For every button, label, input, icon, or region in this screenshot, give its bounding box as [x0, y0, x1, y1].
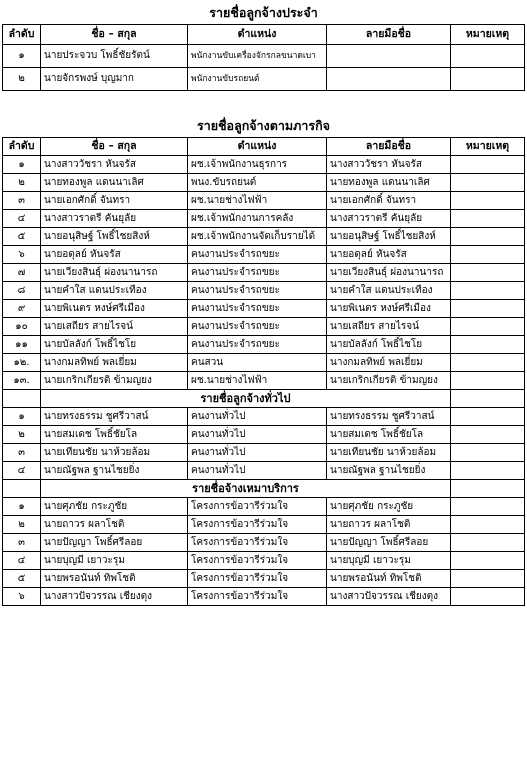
- signature-cell: นายอดุลย์ หันจรัส: [327, 246, 451, 264]
- person-name: นายสมเดช โพธิ์ชัยโล: [41, 426, 188, 444]
- note-cell: [451, 354, 525, 372]
- table-row: [3, 570, 525, 588]
- note-cell: [451, 174, 525, 192]
- table-row: [3, 498, 525, 516]
- signature-cell: นายเวียงสินธุ์ ผ่องนานารถ: [327, 264, 451, 282]
- signature-cell: นายทรงธรรม ชูศรีวาสน์: [327, 408, 451, 426]
- header-position: ตำแหน่ง: [188, 25, 327, 45]
- note-cell: [451, 552, 525, 570]
- table-row: [3, 336, 525, 354]
- row-number: ๑๐: [3, 318, 41, 336]
- signature-cell: นายพรอนันท์ ทิพโชติ: [327, 570, 451, 588]
- person-name: นายทองพูล แดนนาเลิศ: [41, 174, 188, 192]
- note-cell: [451, 210, 525, 228]
- row-number: ๖: [3, 246, 41, 264]
- person-name: นายทรงธรรม ชูศรีวาสน์: [41, 408, 188, 426]
- signature-cell: นายพิเนตร หงษ์ศรีเมือง: [327, 300, 451, 318]
- row-number: ๒: [3, 174, 41, 192]
- note-cell: [451, 156, 525, 174]
- signature-cell: [327, 45, 451, 68]
- row-number: ๔: [3, 462, 41, 480]
- note-cell: [451, 534, 525, 552]
- signature-cell: [327, 68, 451, 91]
- table-row: [3, 246, 525, 264]
- person-name: นายเทียนชัย นาห้วยล้อม: [41, 444, 188, 462]
- signature-cell: นายสมเดช โพธิ์ชัยโล: [327, 426, 451, 444]
- row-number: ๕: [3, 570, 41, 588]
- mission-staff-table: [2, 137, 525, 606]
- person-name: นายเอกศักดิ์ จันทรา: [41, 192, 188, 210]
- row-number: ๖: [3, 588, 41, 606]
- section-title-permanent: รายชื่อลูกจ้างประจำ: [209, 5, 318, 20]
- note-cell: [451, 246, 525, 264]
- person-name: นางสาวราตรี คันยุลัย: [41, 210, 188, 228]
- row-number: ๑๓.: [3, 372, 41, 390]
- row-number: ๘: [3, 282, 41, 300]
- position-title: โครงการข้อวารีร่วมใจ: [188, 552, 327, 570]
- signature-cell: นายทองพูล แดนนาเลิศ: [327, 174, 451, 192]
- position-title: พนง.ขับรถยนต์: [188, 174, 327, 192]
- header-no: ลำดับ: [3, 138, 41, 156]
- signature-cell: นายเกริกเกียรติ ข้ามญยง: [327, 372, 451, 390]
- position-title: ผช.เจ้าพนักงานธุรการ: [188, 156, 327, 174]
- person-name: นางสาววัชรา หันจรัส: [41, 156, 188, 174]
- person-name: นายประจวบ โพธิ์ชัยรัตน์: [41, 45, 188, 68]
- signature-cell: นายณัฐพล ฐานไชยยิ่ง: [327, 462, 451, 480]
- position-title: โครงการข้อวารีร่วมใจ: [188, 588, 327, 606]
- signature-cell: นายบัลลังก์ โพธิ์ไชโย: [327, 336, 451, 354]
- row-number: ๙: [3, 300, 41, 318]
- table-row: [3, 462, 525, 480]
- person-name: นายจักรพงษ์ บุญมาก: [41, 68, 188, 91]
- signature-cell: นายศุภชัย กระภูชัย: [327, 498, 451, 516]
- table-row: [3, 174, 525, 192]
- empty-cell: [451, 480, 525, 498]
- note-cell: [451, 264, 525, 282]
- table-row: [3, 354, 525, 372]
- position-title: คนงานประจำรถขยะ: [188, 318, 327, 336]
- person-name: นายถาวร ผลาโชติ: [41, 516, 188, 534]
- table-row: [3, 426, 525, 444]
- table-row: [3, 372, 525, 390]
- table-row: [3, 68, 525, 91]
- position-title: โครงการข้อวารีร่วมใจ: [188, 534, 327, 552]
- table-row: [3, 156, 525, 174]
- note-cell: [451, 570, 525, 588]
- row-number: ๔: [3, 210, 41, 228]
- position-title: คนงานทั่วไป: [188, 462, 327, 480]
- signature-cell: นางสาวปัจวรรณ เชียงตุง: [327, 588, 451, 606]
- position-title: คนงานประจำรถขยะ: [188, 282, 327, 300]
- signature-cell: นายถาวร ผลาโชติ: [327, 516, 451, 534]
- empty-cell: [451, 390, 525, 408]
- position-title: พนักงานขับเครื่องจักรกลขนาดเบา: [188, 45, 327, 68]
- note-cell: [451, 228, 525, 246]
- person-name: นายบุญมี เยาวะรุม: [41, 552, 188, 570]
- permanent-staff-table: [2, 24, 525, 91]
- position-title: คนงานทั่วไป: [188, 444, 327, 462]
- table-row: [3, 516, 525, 534]
- section-title-mission: รายชื่อลูกจ้างตามภารกิจ: [197, 118, 330, 133]
- row-number: ๑๑: [3, 336, 41, 354]
- row-number: ๒: [3, 426, 41, 444]
- empty-cell: [3, 480, 41, 498]
- position-title: โครงการข้อวารีร่วมใจ: [188, 498, 327, 516]
- note-cell: [451, 426, 525, 444]
- table-row: [3, 264, 525, 282]
- general-staff-title: รายชื่อลูกจ้างทั่วไป: [41, 390, 451, 408]
- contract-service-header-row: [3, 480, 525, 498]
- person-name: นายณัฐพล ฐานไชยยิ่ง: [41, 462, 188, 480]
- position-title: คนงานประจำรถขยะ: [188, 264, 327, 282]
- row-number: ๑: [3, 408, 41, 426]
- note-cell: [451, 45, 525, 68]
- person-name: นายอดุลย์ หันจรัส: [41, 246, 188, 264]
- signature-cell: นางสาววัชรา หันจรัส: [327, 156, 451, 174]
- person-name: นายอนุสิษฐ์ โพธิ์ไชยสิงห์: [41, 228, 188, 246]
- person-name: นายปัญญา โพธิ์ศรีลอย: [41, 534, 188, 552]
- header-signature: ลายมือชื่อ: [327, 138, 451, 156]
- person-name: นายพรอนันท์ ทิพโชติ: [41, 570, 188, 588]
- table-row: [3, 210, 525, 228]
- header-note: หมายเหตุ: [451, 25, 525, 45]
- signature-cell: นายอนุสิษฐ์ โพธิ์ไชยสิงห์: [327, 228, 451, 246]
- table-row: [3, 534, 525, 552]
- note-cell: [451, 408, 525, 426]
- position-title: คนงานประจำรถขยะ: [188, 336, 327, 354]
- row-number: ๒: [3, 68, 41, 91]
- table-row: [3, 408, 525, 426]
- note-cell: [451, 588, 525, 606]
- table-row: [3, 192, 525, 210]
- table-header-row: [3, 25, 525, 45]
- row-number: ๓: [3, 444, 41, 462]
- note-cell: [451, 318, 525, 336]
- position-title: คนงานประจำรถขยะ: [188, 300, 327, 318]
- table-row: [3, 588, 525, 606]
- position-title: โครงการข้อวารีร่วมใจ: [188, 516, 327, 534]
- table-row: [3, 228, 525, 246]
- table-row: [3, 282, 525, 300]
- table-row: [3, 444, 525, 462]
- note-cell: [451, 462, 525, 480]
- person-name: นายเวียงสินธุ์ ผ่องนานารถ: [41, 264, 188, 282]
- header-note: หมายเหตุ: [451, 138, 525, 156]
- table-row: [3, 45, 525, 68]
- row-number: ๔: [3, 552, 41, 570]
- row-number: ๑: [3, 45, 41, 68]
- person-name: นางกมลทิพย์ พลเยี่ยม: [41, 354, 188, 372]
- header-name: ชื่อ – สกุล: [41, 138, 188, 156]
- signature-cell: นายบุญมี เยาวะรุม: [327, 552, 451, 570]
- person-name: นายบัลลังก์ โพธิ์ไชโย: [41, 336, 188, 354]
- table-row: [3, 552, 525, 570]
- note-cell: [451, 372, 525, 390]
- position-title: คนงานประจำรถขยะ: [188, 246, 327, 264]
- position-title: ผช.เจ้าพนักงานจัดเก็บรายได้: [188, 228, 327, 246]
- person-name: นายเสถียร สายไรจน์: [41, 318, 188, 336]
- signature-cell: นายเอกศักดิ์ จันทรา: [327, 192, 451, 210]
- header-no: ลำดับ: [3, 25, 41, 45]
- row-number: ๒: [3, 516, 41, 534]
- position-title: พนักงานขับรถยนต์: [188, 68, 327, 91]
- row-number: ๑: [3, 498, 41, 516]
- row-number: ๑: [3, 156, 41, 174]
- note-cell: [451, 516, 525, 534]
- row-number: ๗: [3, 264, 41, 282]
- header-signature: ลายมือชื่อ: [327, 25, 451, 45]
- position-title: คนสวน: [188, 354, 327, 372]
- position-title: ผช.นายช่างไฟฟ้า: [188, 372, 327, 390]
- position-title: ผช.นายช่างไฟฟ้า: [188, 192, 327, 210]
- row-number: ๑๒.: [3, 354, 41, 372]
- table-row: [3, 300, 525, 318]
- signature-cell: นางสาวราตรี คันยุลัย: [327, 210, 451, 228]
- row-number: ๓: [3, 192, 41, 210]
- note-cell: [451, 68, 525, 91]
- note-cell: [451, 444, 525, 462]
- person-name: นายพิเนตร หงษ์ศรีเมือง: [41, 300, 188, 318]
- empty-cell: [3, 390, 41, 408]
- note-cell: [451, 282, 525, 300]
- header-name: ชื่อ – สกุล: [41, 25, 188, 45]
- signature-cell: นายปัญญา โพธิ์ศรีลอย: [327, 534, 451, 552]
- note-cell: [451, 498, 525, 516]
- signature-cell: นายคำใส แดนประเทือง: [327, 282, 451, 300]
- note-cell: [451, 300, 525, 318]
- general-staff-header-row: [3, 390, 525, 408]
- person-name: นายศุภชัย กระภูชัย: [41, 498, 188, 516]
- position-title: คนงานทั่วไป: [188, 426, 327, 444]
- signature-cell: นางกมลทิพย์ พลเยี่ยม: [327, 354, 451, 372]
- position-title: โครงการข้อวารีร่วมใจ: [188, 570, 327, 588]
- person-name: นายคำใส แดนประเทือง: [41, 282, 188, 300]
- row-number: ๓: [3, 534, 41, 552]
- note-cell: [451, 192, 525, 210]
- note-cell: [451, 336, 525, 354]
- signature-cell: นายเสถียร สายไรจน์: [327, 318, 451, 336]
- table-row: [3, 318, 525, 336]
- row-number: ๕: [3, 228, 41, 246]
- person-name: นางสาวปัจวรรณ เชียงตุง: [41, 588, 188, 606]
- table-header-row: [3, 138, 525, 156]
- position-title: คนงานทั่วไป: [188, 408, 327, 426]
- position-title: ผช.เจ้าพนักงานการคลัง: [188, 210, 327, 228]
- header-position: ตำแหน่ง: [188, 138, 327, 156]
- contract-service-title: รายชื่อจ้างเหมาบริการ: [41, 480, 451, 498]
- person-name: นายเกริกเกียรติ ข้ามญยง: [41, 372, 188, 390]
- signature-cell: นายเทียนชัย นาห้วยล้อม: [327, 444, 451, 462]
